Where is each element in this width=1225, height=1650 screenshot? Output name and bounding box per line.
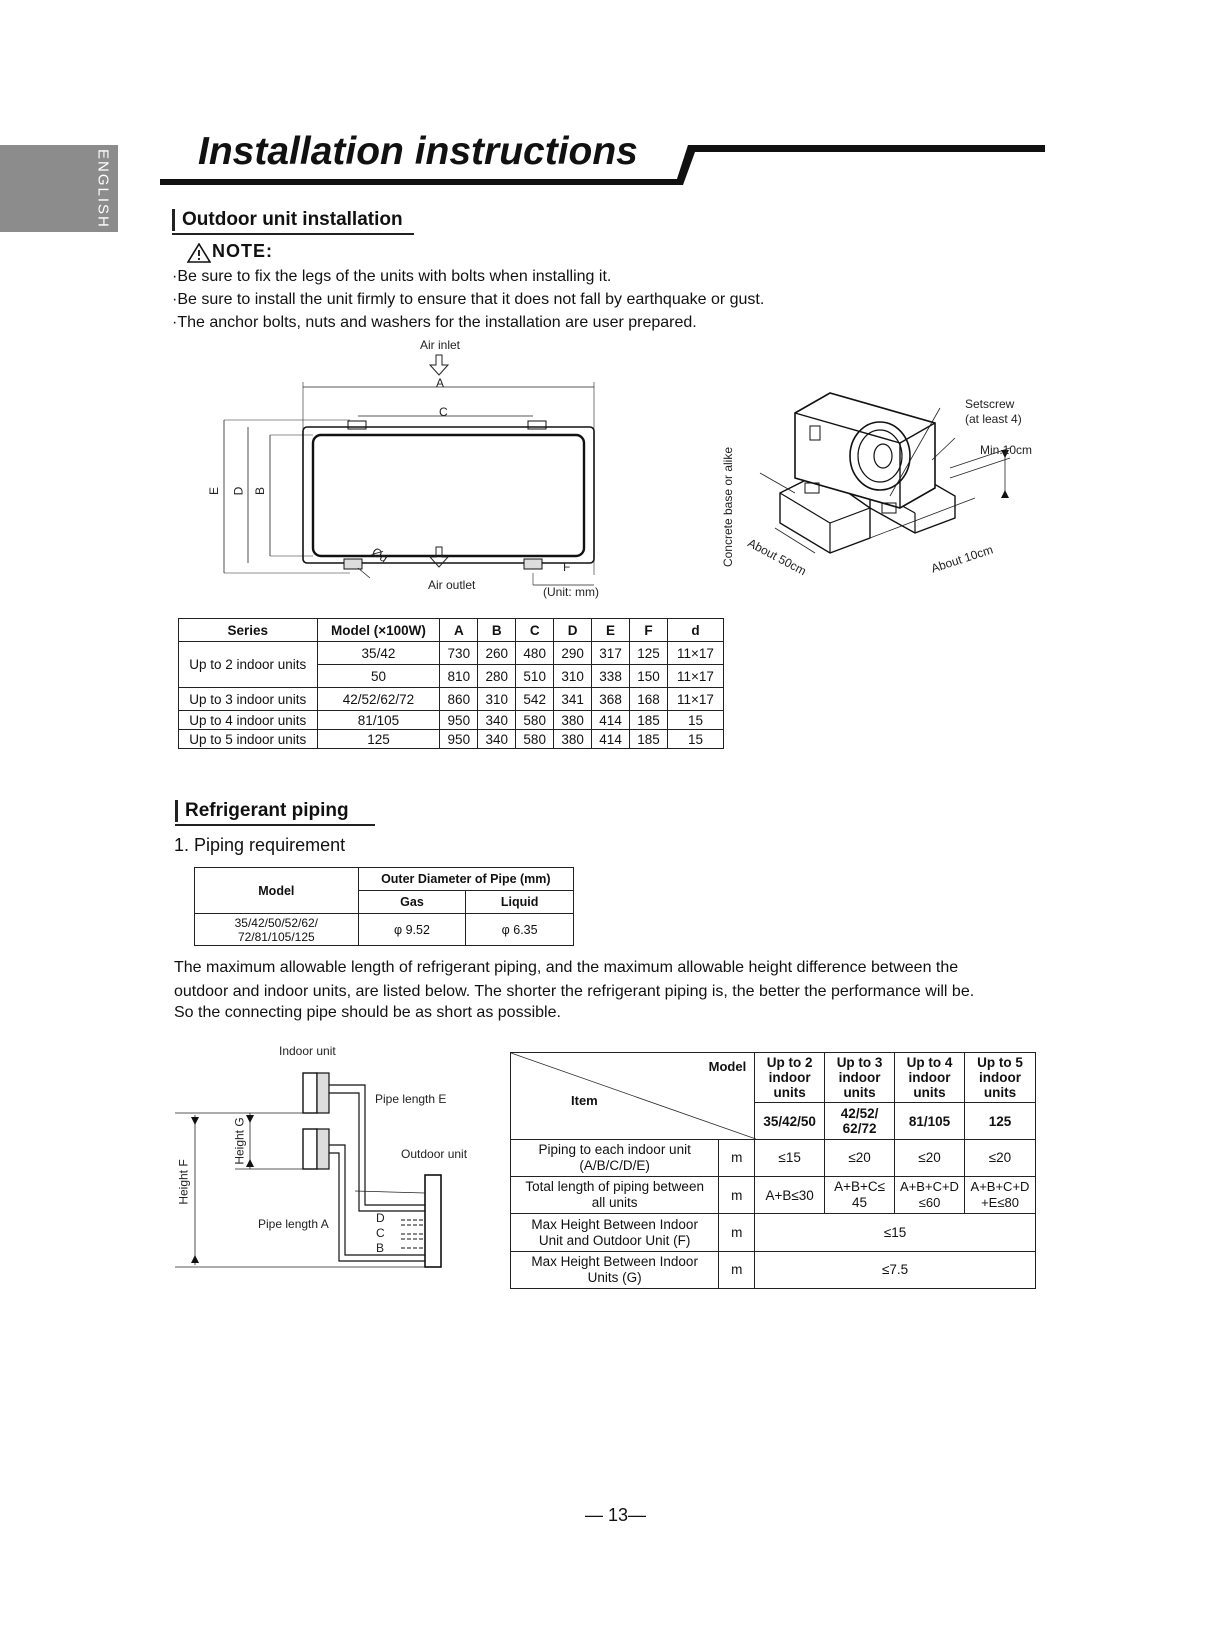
series-cell: Up to 4 indoor units: [179, 711, 318, 730]
dim-letter-f: F: [563, 560, 571, 574]
value-cell: 341: [554, 688, 592, 711]
value-cell: 125: [630, 642, 668, 665]
value-cell: 340: [478, 730, 516, 749]
column-header-line: indoor: [768, 1070, 811, 1086]
value-cell: 11×17: [667, 688, 723, 711]
models-line: 35/42/50/52/62/: [234, 915, 319, 930]
value-line: A+B+C≤: [834, 1179, 886, 1195]
pipe-length-e-label: Pipe length E: [375, 1092, 447, 1106]
value-cell: 950: [440, 711, 478, 730]
piping-requirement-subheading: 1. Piping requirement: [174, 835, 346, 855]
value-cell: 15: [667, 730, 723, 749]
column-header-line: units: [983, 1085, 1017, 1101]
value-cell: 290: [554, 642, 592, 665]
column-header-line: Up to 5: [977, 1055, 1023, 1071]
piping-limits-table-wrap: [510, 1052, 1036, 1289]
value-cell: 950: [440, 730, 478, 749]
dim-letter-c: C: [439, 405, 448, 419]
liquid-value: φ 6.35: [466, 914, 574, 946]
value-line: ≤60: [918, 1195, 941, 1211]
table-row: [511, 1139, 1036, 1176]
outdoor-unit-label: Outdoor unit: [401, 1147, 468, 1161]
model-value-line: 42/52/: [840, 1106, 879, 1122]
column-header-line: units: [843, 1085, 876, 1101]
value-cell: 580: [516, 711, 554, 730]
note-bullet: ·The anchor bolts, nuts and washers for the installation are user prepared.: [172, 314, 697, 331]
item-line: Total length of piping between: [525, 1179, 704, 1195]
value-cell: 414: [592, 711, 630, 730]
piping-paragraph-line: So the connecting pipe should be as short as possible.: [174, 1004, 561, 1021]
series-cell: Up to 3 indoor units: [179, 688, 318, 711]
page-number: — 13—: [585, 1505, 647, 1525]
concrete-base-label: Concrete base or alike: [721, 446, 736, 568]
air-outlet-label: Air outlet: [428, 578, 476, 592]
unit-cell: m: [719, 1139, 755, 1176]
value-cell: 11×17: [667, 642, 723, 665]
value-cell: 368: [592, 688, 630, 711]
value-cell: 510: [516, 665, 554, 688]
value-cell: 380: [554, 711, 592, 730]
section-heading-piping: Refrigerant piping: [175, 800, 349, 822]
value-cell: 185: [630, 730, 668, 749]
table-row: [179, 730, 724, 749]
gas-value: φ 9.52: [358, 914, 466, 946]
unit-mm-label: (Unit: mm): [543, 585, 599, 599]
value-cell: 185: [630, 711, 668, 730]
item-line: Unit and Outdoor Unit (F): [538, 1232, 691, 1248]
dim-letter-a: A: [436, 376, 445, 390]
table-row: [511, 1177, 1036, 1214]
table-header-row: [179, 619, 724, 642]
table-header: A: [440, 619, 478, 642]
unit-cell: m: [719, 1251, 755, 1288]
dim-label-od: Ød: [369, 544, 391, 566]
model-cell: 125: [317, 730, 440, 749]
dim-letter-d: D: [231, 486, 246, 496]
height-f-label: Height F: [176, 1159, 191, 1205]
value-cell: 860: [440, 688, 478, 711]
note-label: NOTE:: [212, 241, 274, 261]
item-cell: [511, 1251, 719, 1288]
unit-cell: m: [719, 1214, 755, 1251]
item-line: (A/B/C/D/E): [579, 1157, 650, 1173]
model-header: Model: [195, 868, 359, 914]
port-c-label: C: [376, 1226, 385, 1240]
value-cell: 310: [478, 688, 516, 711]
value-cell: 338: [592, 665, 630, 688]
column-header: [755, 1053, 825, 1103]
value-cell: 280: [478, 665, 516, 688]
piping-limits-table: [510, 1052, 1036, 1289]
piping-layout-diagram: [175, 1055, 475, 1275]
dimension-table: [178, 618, 724, 749]
column-header-line: Up to 3: [836, 1055, 883, 1071]
table-row: [511, 1214, 1036, 1251]
value-cell: 340: [478, 711, 516, 730]
table-header: Series: [179, 619, 318, 642]
series-cell: Up to 2 indoor units: [179, 642, 318, 688]
setscrew-count-label: (at least 4): [965, 412, 1022, 426]
value-line: A+B+C+D: [900, 1179, 959, 1195]
value-cell: 580: [516, 730, 554, 749]
table-header: Model (×100W): [317, 619, 440, 642]
pipe-length-a-label: Pipe length A: [258, 1217, 329, 1231]
port-b-label: B: [376, 1241, 385, 1255]
item-line: all units: [591, 1195, 638, 1211]
dim-letter-e: E: [207, 486, 222, 496]
value-cell: 260: [478, 642, 516, 665]
table-header: F: [630, 619, 668, 642]
value-cell: [895, 1177, 965, 1214]
air-inlet-label: Air inlet: [420, 338, 461, 352]
item-cell: [511, 1177, 719, 1214]
table-row: [511, 1251, 1036, 1288]
value-cell: [825, 1177, 895, 1214]
value-line: A+B+C+D: [970, 1179, 1030, 1195]
section-heading-outdoor: Outdoor unit installation: [172, 209, 403, 231]
value-cell: A+B≤30: [755, 1177, 825, 1214]
indoor-unit-label: Indoor unit: [279, 1044, 336, 1058]
table-header: D: [554, 619, 592, 642]
item-line: Piping to each indoor unit: [538, 1141, 691, 1157]
model-cell: 81/105: [317, 711, 440, 730]
value-cell: 15: [667, 711, 723, 730]
model-cell: 50: [317, 665, 440, 688]
value-cell: 310: [554, 665, 592, 688]
column-header-line: indoor: [978, 1070, 1021, 1086]
piping-paragraph-line: The maximum allowable length of refrigerant piping, and the maximum allowable height difference between the: [174, 959, 959, 976]
value-line: +E≤80: [981, 1195, 1019, 1211]
column-header: [825, 1053, 895, 1103]
value-span-cell: ≤7.5: [755, 1251, 1036, 1288]
value-cell: [964, 1177, 1035, 1214]
value-cell: ≤20: [964, 1139, 1035, 1176]
model-value: 81/105: [895, 1103, 965, 1139]
unit-cell: m: [719, 1177, 755, 1214]
item-corner-label: Item: [571, 1093, 598, 1108]
value-cell: 11×17: [667, 665, 723, 688]
value-cell: ≤15: [755, 1139, 825, 1176]
column-header-line: units: [773, 1085, 806, 1101]
about-10cm-label: About 10cm: [929, 542, 995, 576]
diagonal-header-cell: [511, 1053, 755, 1140]
column-header-line: indoor: [908, 1070, 951, 1086]
value-cell: 810: [440, 665, 478, 688]
table-row: [195, 914, 574, 946]
item-line: Max Height Between Indoor: [531, 1216, 698, 1232]
item-line: Max Height Between Indoor: [531, 1253, 698, 1269]
table-row: [179, 642, 724, 665]
model-value: 125: [964, 1103, 1035, 1139]
setscrew-label: Setscrew: [965, 397, 1015, 411]
model-value: [825, 1103, 895, 1139]
model-value-line: 62/72: [842, 1121, 877, 1137]
table-header: E: [592, 619, 630, 642]
liquid-header: Liquid: [466, 891, 574, 914]
value-line: 45: [852, 1195, 868, 1211]
column-header-line: units: [913, 1085, 946, 1101]
table-row: [179, 688, 724, 711]
item-cell: [511, 1214, 719, 1251]
value-span-cell: ≤15: [755, 1214, 1036, 1251]
value-cell: 317: [592, 642, 630, 665]
table-header-row: [511, 1053, 1036, 1103]
gas-header: Gas: [358, 891, 466, 914]
value-cell: 414: [592, 730, 630, 749]
language-tab-label: ENGLISH: [94, 148, 112, 229]
value-cell: ≤20: [825, 1139, 895, 1176]
title-rule: [160, 140, 1050, 186]
min-clearance-label: Min.10cm: [980, 443, 1033, 457]
page-title: Installation instructions: [198, 130, 638, 173]
column-header-line: indoor: [838, 1070, 881, 1086]
note-bullet: ·Be sure to install the unit firmly to ensure that it does not fall by earthquake or gust.: [172, 291, 765, 308]
models-cell: [195, 914, 359, 946]
section-underline: [175, 824, 375, 826]
value-cell: 380: [554, 730, 592, 749]
model-cell: 42/52/62/72: [317, 688, 440, 711]
series-cell: Up to 5 indoor units: [179, 730, 318, 749]
model-corner-label: Model: [708, 1059, 747, 1074]
note-bullet: ·Be sure to fix the legs of the units with bolts when installing it.: [172, 268, 612, 285]
port-d-label: D: [376, 1211, 385, 1225]
column-header: [895, 1053, 965, 1103]
table-header: d: [667, 619, 723, 642]
piping-paragraph-line: outdoor and indoor units, are listed below. The shorter the refrigerant piping is, the better the performance will be.: [174, 983, 975, 1000]
table-header: C: [516, 619, 554, 642]
value-cell: 150: [630, 665, 668, 688]
item-cell: [511, 1139, 719, 1176]
value-cell: ≤20: [895, 1139, 965, 1176]
section-underline: [172, 233, 414, 235]
column-header: [964, 1053, 1035, 1103]
dim-letter-b: B: [253, 486, 268, 496]
model-cell: 35/42: [317, 642, 440, 665]
value-cell: 480: [516, 642, 554, 665]
value-cell: 730: [440, 642, 478, 665]
value-cell: 168: [630, 688, 668, 711]
about-50cm-label: About 50cm: [745, 535, 809, 579]
column-header-line: Up to 2: [766, 1055, 813, 1071]
table-row: [179, 711, 724, 730]
outer-diameter-header: Outer Diameter of Pipe (mm): [358, 868, 573, 891]
models-line: 72/81/105/125: [237, 929, 315, 944]
table-header: B: [478, 619, 516, 642]
item-line: Units (G): [587, 1269, 642, 1285]
column-header-line: Up to 4: [906, 1055, 953, 1071]
value-cell: 542: [516, 688, 554, 711]
model-value: 35/42/50: [755, 1103, 825, 1139]
pipe-diameter-table: [194, 867, 574, 946]
height-g-label: Height G: [232, 1117, 247, 1165]
table-header-row: [195, 868, 574, 891]
warning-icon: [187, 243, 211, 263]
